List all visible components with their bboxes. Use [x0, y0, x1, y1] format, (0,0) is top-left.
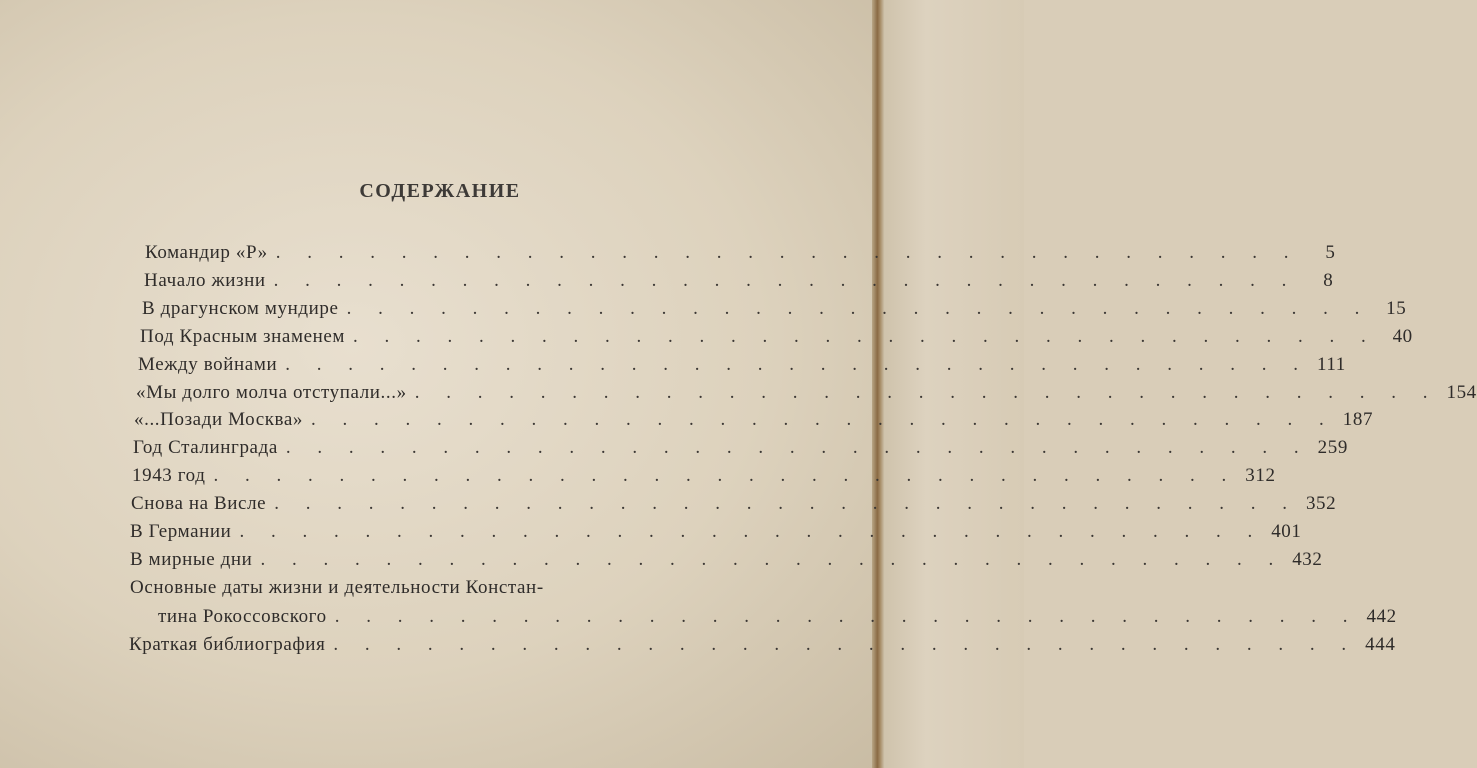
toc-leader-dots: . . . . . . . . . . . . . . . . . . . . . . . . . . . . . . . . . [346, 298, 1371, 319]
toc-entry-title-line1: Основные даты жизни и деятельности Констан- [130, 577, 544, 598]
toc-entry-page: 40 [1392, 326, 1413, 347]
toc-entry-title: Между войнами [138, 354, 278, 375]
toc-leader-dots: . . . . . . . . . . . . . . . . . . . . . . . . . . . . . . . . . [414, 382, 1439, 403]
toc-entry [140, 326, 1413, 354]
toc-leader-dots: . . . . . . . . . . . . . . . . . . . . . . . . . . . . . . . . . [213, 465, 1238, 486]
toc-entry-page: 154 [1446, 382, 1477, 403]
toc-leader-dots: . . . . . . . . . . . . . . . . . . . . . . . . . . . . . . . . . [353, 326, 1377, 347]
toc-entry-page: 312 [1245, 465, 1276, 486]
toc-entry-title: «...Позади Москва» [134, 409, 304, 430]
toc-entry-page: 111 [1316, 354, 1346, 375]
toc-entry [129, 634, 1396, 662]
toc-entry [130, 549, 1323, 577]
toc-entry-page: 8 [1323, 270, 1334, 291]
toc-entry-title: Командир «Р» [145, 242, 268, 263]
toc-entry [130, 521, 1302, 549]
toc-entry-title: «Мы долго молча отступали...» [136, 382, 407, 403]
toc-leader-dots: . . . . . . . . . . . . . . . . . . . . . . . . . . . . . . . . . [275, 242, 1300, 263]
toc-entry [144, 270, 1334, 298]
toc-entry-title-continuation: тина Рокоссовского [158, 606, 327, 627]
toc-leader-dots: . . . . . . . . . . . . . . . . . . . . . . . . . . . . . . . . . [333, 634, 1358, 655]
toc-leader-dots: . . . . . . . . . . . . . . . . . . . . . . . . . . . . . . . . . [260, 549, 1285, 570]
toc-entry [133, 437, 1348, 465]
toc-entry [134, 409, 1374, 437]
toc-entry-title: В драгунском мундире [142, 298, 339, 319]
toc-entry-title: Краткая библиография [129, 634, 326, 655]
toc-entry-page: 259 [1317, 437, 1348, 458]
toc-entry-title: В Германии [130, 521, 232, 542]
toc-leader-dots: . . . . . . . . . . . . . . . . . . . . . . . . . . . . . . . . . [285, 354, 1309, 375]
toc-leader-dots: . . . . . . . . . . . . . . . . . . . . . . . . . . . . . . . . . [334, 606, 1359, 627]
contents-heading: СОДЕРЖАНИЕ [359, 180, 521, 202]
toc-leader-dots: . . . . . . . . . . . . . . . . . . . . . . . . . . . . . . . . . [273, 270, 1298, 291]
toc-entry [131, 493, 1337, 521]
toc-leader-dots: . . . . . . . . . . . . . . . . . . . . . . . . . . . . . . . . . [285, 437, 1310, 458]
toc-entry-page: 5 [1325, 242, 1336, 263]
toc-entry-page: 444 [1365, 634, 1396, 655]
toc-entry [136, 382, 1477, 410]
toc-leader-dots: . . . . . . . . . . . . . . . . . . . . . . . . . . . . . . . . . [274, 493, 1298, 514]
toc-entry-title: Под Красным знаменем [140, 326, 346, 347]
toc-entry-title: В мирные дни [130, 549, 253, 570]
toc-entry-page: 442 [1366, 606, 1397, 627]
toc-entry [142, 298, 1407, 326]
toc-entry [138, 354, 1346, 382]
toc-entry-page: 15 [1386, 298, 1407, 319]
toc-leader-dots: . . . . . . . . . . . . . . . . . . . . . . . . . . . . . . . . . [239, 521, 1264, 542]
toc-entry-title: Начало жизни [144, 270, 266, 291]
toc-entry-page: 401 [1271, 521, 1302, 542]
toc-leader-dots: . . . . . . . . . . . . . . . . . . . . . . . . . . . . . . . . . [311, 409, 1335, 430]
toc-entry-title: Снова на Висле [131, 493, 267, 514]
toc-entry-title: 1943 год [132, 465, 206, 486]
toc-entry [145, 242, 1336, 270]
toc-entry-page: 187 [1342, 409, 1374, 430]
toc-entry [132, 465, 1276, 493]
toc-entry-page: 352 [1305, 493, 1337, 514]
toc-entry [158, 606, 1397, 634]
toc-entry-title: Год Сталинграда [133, 437, 278, 458]
toc-entry-page: 432 [1292, 549, 1323, 570]
